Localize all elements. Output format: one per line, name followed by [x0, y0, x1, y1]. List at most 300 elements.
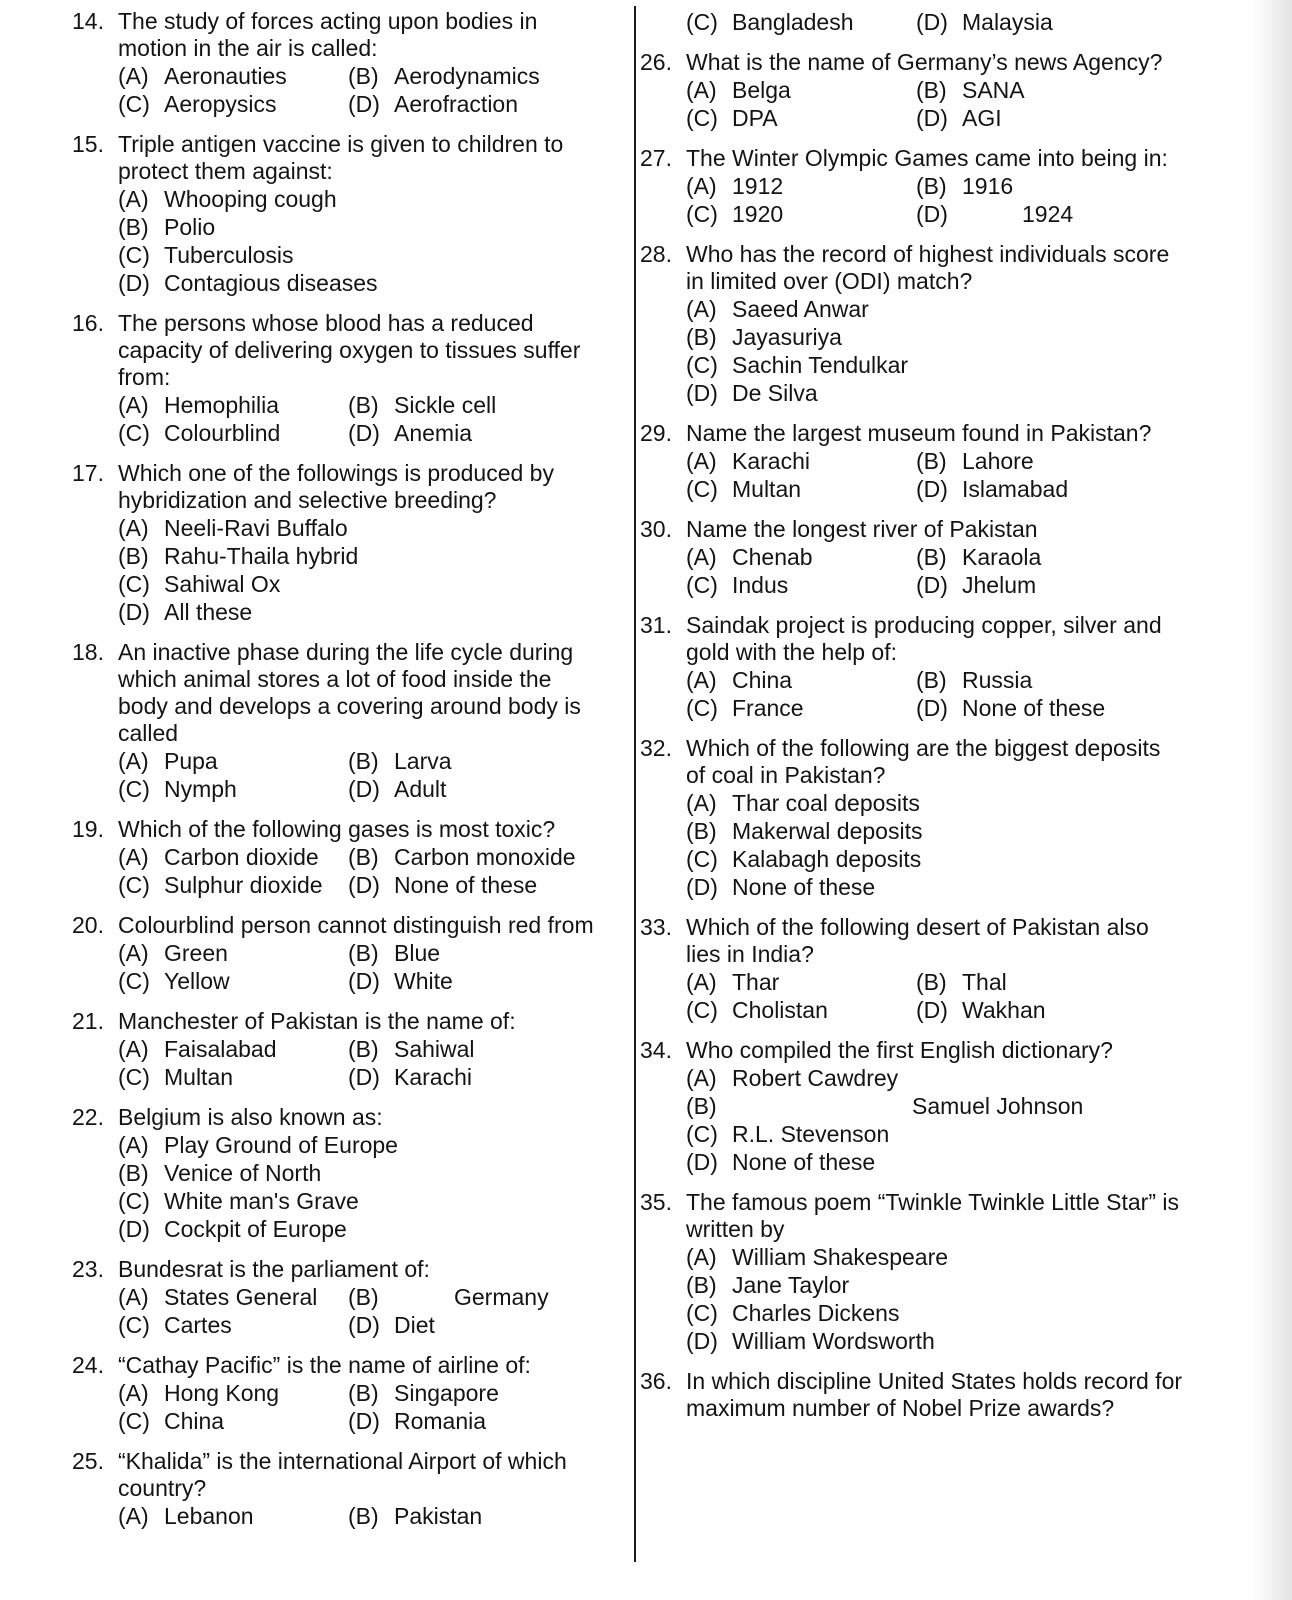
option-b	[118, 1159, 602, 1187]
question-stem	[640, 914, 1185, 968]
question-number: 15.	[72, 131, 104, 157]
question-22	[72, 1104, 602, 1243]
option-label: (A)	[118, 63, 149, 89]
option-text: Nymph	[164, 776, 237, 802]
option-c	[118, 775, 348, 803]
option-text: Hong Kong	[164, 1380, 280, 1406]
option-text: Robert Cawdrey	[732, 1065, 899, 1091]
option-c	[686, 1299, 1185, 1327]
option-label: (C)	[686, 695, 718, 721]
option-label: (B)	[118, 214, 149, 240]
option-list	[118, 747, 602, 803]
question-text: Belgium is also known as:	[118, 1104, 383, 1130]
option-label: (B)	[686, 818, 717, 844]
question-number: 18.	[72, 639, 104, 665]
question-text: Which of the following are the biggest deposits of coal in Pakistan?	[686, 735, 1161, 788]
option-b	[118, 542, 602, 570]
option-text: DPA	[732, 105, 778, 131]
option-text: Bangladesh	[732, 9, 854, 35]
option-a	[118, 1379, 348, 1407]
option-text: Cartes	[164, 1312, 232, 1338]
option-label: (A)	[686, 969, 717, 995]
option-b	[348, 747, 602, 775]
option-a	[686, 76, 916, 104]
question-23	[72, 1256, 602, 1339]
question-number: 16.	[72, 310, 104, 336]
question-stem	[72, 1352, 602, 1379]
option-text: Cockpit of Europe	[164, 1216, 347, 1242]
question-number: 26.	[640, 49, 672, 75]
option-c	[118, 1311, 348, 1339]
option-label: (C)	[686, 1121, 718, 1147]
option-c	[118, 90, 348, 118]
option-label: (C)	[118, 1188, 150, 1214]
option-label: (B)	[916, 173, 947, 199]
column-divider	[634, 6, 636, 1562]
option-label: (A)	[118, 515, 149, 541]
question-text: Bundesrat is the parliament of:	[118, 1256, 430, 1282]
question-stem	[640, 420, 1185, 447]
option-d	[348, 871, 602, 899]
option-c	[118, 967, 348, 995]
option-a	[686, 543, 916, 571]
option-label: (D)	[916, 105, 948, 131]
option-d	[118, 598, 602, 626]
option-label: (C)	[686, 476, 718, 502]
option-b	[348, 1283, 602, 1311]
question-33	[640, 914, 1185, 1024]
option-c	[686, 104, 916, 132]
option-text: Blue	[394, 940, 441, 966]
question-36	[640, 1368, 1185, 1422]
option-text: Adult	[394, 776, 447, 802]
option-label: (C)	[118, 91, 150, 117]
option-label: (B)	[348, 1380, 379, 1406]
option-label: (D)	[348, 420, 380, 446]
option-list	[686, 1064, 1185, 1176]
question-text: What is the name of Germany’s news Agency?	[686, 49, 1163, 75]
question-number: 32.	[640, 735, 672, 761]
question-text: Name the largest museum found in Pakistan?	[686, 420, 1152, 446]
option-label: (B)	[348, 1036, 379, 1062]
option-label: (B)	[686, 1093, 717, 1119]
option-d	[916, 475, 1185, 503]
option-text: Islamabad	[962, 476, 1069, 502]
option-d	[348, 419, 602, 447]
option-b	[348, 939, 602, 967]
option-d	[348, 1311, 602, 1339]
question-number: 31.	[640, 612, 672, 638]
option-text: States General	[164, 1284, 318, 1310]
option-label: (D)	[348, 1408, 380, 1434]
question-number: 35.	[640, 1189, 672, 1215]
option-text: Indus	[732, 572, 789, 598]
option-label: (B)	[348, 1284, 379, 1310]
option-label: (A)	[686, 790, 717, 816]
option-label: (C)	[118, 242, 150, 268]
question-stem	[72, 1104, 602, 1131]
option-text: Romania	[394, 1408, 487, 1434]
option-label: (A)	[686, 296, 717, 322]
option-text: Pupa	[164, 748, 218, 774]
option-c	[686, 571, 916, 599]
option-label: (B)	[348, 844, 379, 870]
question-34	[640, 1037, 1185, 1176]
option-label: (D)	[686, 1149, 718, 1175]
option-list	[686, 1243, 1185, 1355]
option-c	[686, 351, 1185, 379]
question-stem	[640, 612, 1185, 666]
option-d	[916, 996, 1185, 1024]
option-b	[916, 968, 1185, 996]
question-text: The Winter Olympic Games came into being in:	[686, 145, 1168, 171]
option-list	[686, 968, 1185, 1024]
option-label: (D)	[348, 1312, 380, 1338]
option-text: Sachin Tendulkar	[732, 352, 909, 378]
option-label: (D)	[916, 9, 948, 35]
option-label: (C)	[686, 997, 718, 1023]
option-label: (A)	[118, 1036, 149, 1062]
option-text: Thar	[732, 969, 780, 995]
option-text: None of these	[732, 874, 876, 900]
option-b	[686, 323, 1185, 351]
option-text: Belga	[732, 77, 791, 103]
option-d	[348, 90, 602, 118]
question-number: 36.	[640, 1368, 672, 1394]
option-text: Neeli-Ravi Buffalo	[164, 515, 348, 541]
option-a	[118, 1035, 348, 1063]
option-label: (B)	[686, 324, 717, 350]
option-list	[686, 8, 1185, 36]
option-text: Sahiwal	[394, 1036, 475, 1062]
option-b	[916, 543, 1185, 571]
option-text: Carbon monoxide	[394, 844, 576, 870]
page-edge-shadow	[1252, 0, 1292, 1600]
option-label: (C)	[118, 571, 150, 597]
option-text: Diet	[394, 1312, 435, 1338]
option-label: (A)	[686, 77, 717, 103]
option-a	[686, 447, 916, 475]
question-18	[72, 639, 602, 803]
option-text: France	[732, 695, 804, 721]
option-text: Wakhan	[962, 997, 1046, 1023]
option-text: None of these	[394, 872, 538, 898]
option-list	[686, 666, 1185, 722]
option-label: (C)	[118, 420, 150, 446]
option-text: Jayasuriya	[732, 324, 842, 350]
option-list	[118, 391, 602, 447]
option-text: AGI	[962, 105, 1002, 131]
option-text: Aerofraction	[394, 91, 519, 117]
option-label: (D)	[118, 599, 150, 625]
option-label: (C)	[686, 846, 718, 872]
question-text: The famous poem “Twinkle Twinkle Little Star” is written by	[686, 1189, 1179, 1242]
option-text: White	[394, 968, 453, 994]
option-label: (D)	[348, 1064, 380, 1090]
option-label: (D)	[916, 695, 948, 721]
option-b	[916, 666, 1185, 694]
option-label: (A)	[118, 392, 149, 418]
option-label: (C)	[118, 968, 150, 994]
question-stem	[72, 131, 602, 185]
option-label: (A)	[686, 1065, 717, 1091]
option-d	[916, 104, 1185, 132]
question-text: The persons whose blood has a reduced capacity of delivering oxygen to tissues suffer from:	[118, 310, 581, 390]
option-d	[348, 775, 602, 803]
option-text: China	[732, 667, 793, 693]
question-29	[640, 420, 1185, 503]
option-text: Chenab	[732, 544, 813, 570]
question-text: Manchester of Pakistan is the name of:	[118, 1008, 516, 1034]
option-list	[686, 76, 1185, 132]
option-label: (A)	[118, 1284, 149, 1310]
option-label: (A)	[118, 1380, 149, 1406]
option-label: (B)	[916, 77, 947, 103]
option-b	[916, 447, 1185, 475]
option-text: Russia	[962, 667, 1033, 693]
option-text: Carbon dioxide	[164, 844, 319, 870]
option-label: (C)	[686, 105, 718, 131]
option-label: (C)	[118, 1408, 150, 1434]
option-c	[118, 570, 602, 598]
right-column	[640, 8, 1185, 1435]
option-a	[686, 1064, 1185, 1092]
option-list	[118, 1283, 602, 1339]
question-stem	[72, 460, 602, 514]
option-a	[686, 1243, 1185, 1271]
option-label: (A)	[118, 748, 149, 774]
option-label: (D)	[916, 476, 948, 502]
option-text: All these	[164, 599, 253, 625]
question-text: “Cathay Pacific” is the name of airline of:	[118, 1352, 531, 1378]
question-number: 22.	[72, 1104, 104, 1130]
option-label: (D)	[348, 91, 380, 117]
option-a	[118, 939, 348, 967]
option-label: (C)	[686, 352, 718, 378]
option-text: None of these	[732, 1149, 876, 1175]
option-text: Cholistan	[732, 997, 828, 1023]
option-label: (B)	[916, 448, 947, 474]
option-a	[118, 747, 348, 775]
option-text: Sulphur dioxide	[164, 872, 323, 898]
option-b	[348, 1379, 602, 1407]
option-a	[686, 789, 1185, 817]
option-d	[348, 1407, 602, 1435]
question-stem	[640, 1189, 1185, 1243]
option-label: (A)	[118, 1132, 149, 1158]
option-label: (C)	[118, 1064, 150, 1090]
option-c	[686, 694, 916, 722]
question-stem	[72, 310, 602, 391]
option-text: 1916	[962, 173, 1014, 199]
question-number: 29.	[640, 420, 672, 446]
option-text: Makerwal deposits	[732, 818, 923, 844]
option-label: (A)	[686, 448, 717, 474]
question-35	[640, 1189, 1185, 1355]
question-stem	[640, 145, 1185, 172]
option-d	[916, 8, 1185, 36]
option-a	[686, 968, 916, 996]
option-label: (D)	[916, 201, 948, 227]
option-list	[118, 1131, 602, 1243]
question-stem	[640, 241, 1185, 295]
option-text: SANA	[962, 77, 1025, 103]
question-text: Colourblind person cannot distinguish red from	[118, 912, 594, 938]
question-24	[72, 1352, 602, 1435]
option-c	[118, 1063, 348, 1091]
option-text: Sickle cell	[394, 392, 497, 418]
option-a	[118, 1131, 602, 1159]
option-label: (D)	[916, 572, 948, 598]
option-b	[686, 1092, 1185, 1120]
question-text: “Khalida” is the international Airport of which country?	[118, 1448, 567, 1501]
option-d	[686, 1327, 1185, 1355]
option-label: (B)	[348, 392, 379, 418]
option-list	[686, 543, 1185, 599]
option-label: (A)	[118, 940, 149, 966]
question-stem	[640, 49, 1185, 76]
option-c	[118, 1407, 348, 1435]
question-stem	[640, 1037, 1185, 1064]
question-text: The study of forces acting upon bodies in motion in the air is called:	[118, 8, 538, 61]
question-number: 28.	[640, 241, 672, 267]
option-label: (D)	[348, 968, 380, 994]
question-continued	[640, 8, 1185, 36]
option-label: (A)	[686, 1244, 717, 1270]
option-d	[686, 1148, 1185, 1176]
option-text: Karachi	[732, 448, 810, 474]
option-text: Singapore	[394, 1380, 499, 1406]
option-list	[686, 447, 1185, 503]
question-30	[640, 516, 1185, 599]
option-text: De Silva	[732, 380, 818, 406]
option-d	[348, 967, 602, 995]
question-14	[72, 8, 602, 118]
option-label: (B)	[118, 1160, 149, 1186]
option-list	[118, 1035, 602, 1091]
question-15	[72, 131, 602, 297]
option-a	[118, 1502, 348, 1530]
option-a	[118, 843, 348, 871]
question-text: Who has the record of highest individuals score in limited over (ODI) match?	[686, 241, 1170, 294]
option-c	[686, 845, 1185, 873]
question-27	[640, 145, 1185, 228]
option-text: Karachi	[394, 1064, 472, 1090]
option-c	[118, 241, 602, 269]
option-label: (D)	[686, 874, 718, 900]
option-a	[118, 391, 348, 419]
question-number: 23.	[72, 1256, 104, 1282]
option-text: Karaola	[962, 544, 1042, 570]
option-d	[348, 1063, 602, 1091]
question-number: 21.	[72, 1008, 104, 1034]
question-text: Which of the following gases is most toxic?	[118, 816, 556, 842]
question-text: Triple antigen vaccine is given to children to protect them against:	[118, 131, 564, 184]
question-17	[72, 460, 602, 626]
option-text: None of these	[962, 695, 1106, 721]
option-text: Sahiwal Ox	[164, 571, 281, 597]
option-text: Rahu-Thaila hybrid	[164, 543, 359, 569]
option-label: (C)	[686, 1300, 718, 1326]
option-text: White man's Grave	[164, 1188, 359, 1214]
question-number: 25.	[72, 1448, 104, 1474]
option-list	[118, 185, 602, 297]
option-label: (D)	[916, 997, 948, 1023]
question-stem	[72, 1008, 602, 1035]
option-label: (A)	[118, 844, 149, 870]
question-text: Which of the following desert of Pakistan also lies in India?	[686, 914, 1149, 967]
option-label: (B)	[916, 969, 947, 995]
option-b	[686, 817, 1185, 845]
option-b	[118, 213, 602, 241]
option-label: (D)	[118, 270, 150, 296]
question-number: 17.	[72, 460, 104, 486]
option-label: (D)	[118, 1216, 150, 1242]
option-c	[118, 419, 348, 447]
question-stem	[640, 1368, 1185, 1422]
question-stem	[72, 639, 602, 747]
question-stem	[640, 516, 1185, 543]
option-list	[118, 1379, 602, 1435]
option-text: Aeronauties	[164, 63, 287, 89]
question-number: 14.	[72, 8, 104, 34]
question-text: An inactive phase during the life cycle during which animal stores a lot of food inside the body and develops a covering around body is called	[118, 639, 581, 746]
question-25	[72, 1448, 602, 1530]
option-text: 1924	[1022, 201, 1074, 227]
question-number: 24.	[72, 1352, 104, 1378]
option-label: (B)	[348, 1503, 379, 1529]
option-label: (B)	[348, 748, 379, 774]
question-number: 19.	[72, 816, 104, 842]
option-label: (B)	[916, 544, 947, 570]
question-26	[640, 49, 1185, 132]
option-label: (C)	[686, 9, 718, 35]
option-text: William Shakespeare	[732, 1244, 949, 1270]
option-c	[686, 475, 916, 503]
option-text: Jhelum	[962, 572, 1037, 598]
option-text: Charles Dickens	[732, 1300, 900, 1326]
option-label: (C)	[118, 872, 150, 898]
option-c	[686, 200, 916, 228]
option-d	[686, 379, 1185, 407]
question-text: Saindak project is producing copper, silver and gold with the help of:	[686, 612, 1162, 665]
option-a	[118, 62, 348, 90]
option-text: 1912	[732, 173, 784, 199]
option-c	[686, 8, 916, 36]
option-b	[348, 843, 602, 871]
option-text: Venice of North	[164, 1160, 322, 1186]
option-label: (B)	[916, 667, 947, 693]
option-text: Whooping cough	[164, 186, 337, 212]
question-20	[72, 912, 602, 995]
option-d	[916, 200, 1185, 228]
option-text: Green	[164, 940, 228, 966]
option-d	[118, 1215, 602, 1243]
option-list	[686, 789, 1185, 901]
option-text: Lebanon	[164, 1503, 254, 1529]
option-label: (C)	[686, 201, 718, 227]
option-label: (B)	[118, 543, 149, 569]
question-text: Which one of the followings is produced by hybridization and selective breeding?	[118, 460, 554, 513]
question-number: 33.	[640, 914, 672, 940]
question-32	[640, 735, 1185, 901]
option-d	[686, 873, 1185, 901]
option-label: (D)	[348, 776, 380, 802]
question-16	[72, 310, 602, 447]
option-label: (A)	[686, 667, 717, 693]
option-text: Larva	[394, 748, 452, 774]
question-19	[72, 816, 602, 899]
